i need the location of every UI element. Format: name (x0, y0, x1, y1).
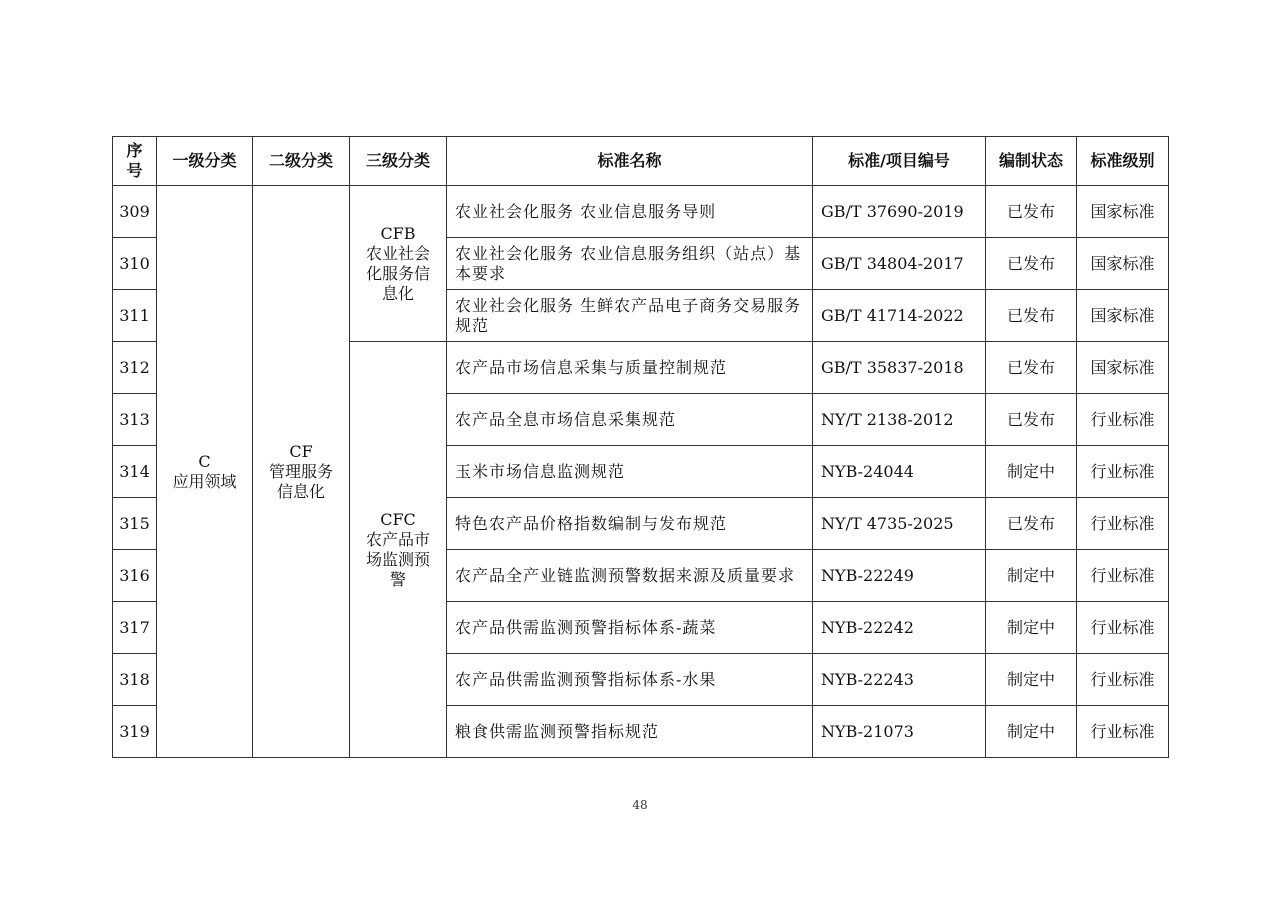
level3-category-cell-cfc (350, 342, 447, 758)
level3-category-code: CFC (380, 509, 416, 529)
level3-category-code: CFB (380, 223, 416, 243)
row-no: 312 (113, 342, 157, 394)
standard-code: NYB-22249 (813, 550, 986, 602)
level1-category-name: 应用领域 (172, 471, 237, 491)
header-name: 标准名称 (447, 137, 813, 186)
standards-table (112, 136, 1169, 758)
grade: 国家标准 (1077, 238, 1169, 290)
header-no: 序号 (113, 137, 157, 186)
row-no: 311 (113, 290, 157, 342)
status: 制定中 (986, 446, 1077, 498)
grade: 行业标准 (1077, 550, 1169, 602)
standard-code: NY/T 2138-2012 (813, 394, 986, 446)
standard-name: 农产品供需监测预警指标体系-蔬菜 (447, 602, 813, 654)
page-number: 48 (632, 798, 648, 812)
standard-code: NYB-21073 (813, 706, 986, 758)
status: 已发布 (986, 186, 1077, 238)
status: 已发布 (986, 238, 1077, 290)
row-no: 319 (113, 706, 157, 758)
header-status: 编制状态 (986, 137, 1077, 186)
standard-code: NYB-24044 (813, 446, 986, 498)
status: 制定中 (986, 550, 1077, 602)
row-no: 310 (113, 238, 157, 290)
status: 已发布 (986, 498, 1077, 550)
status: 制定中 (986, 654, 1077, 706)
status: 制定中 (986, 602, 1077, 654)
standard-code: GB/T 37690-2019 (813, 186, 986, 238)
header-level2: 二级分类 (253, 137, 350, 186)
row-no: 317 (113, 602, 157, 654)
level1-category-cell (157, 186, 253, 758)
standard-name: 粮食供需监测预警指标规范 (447, 706, 813, 758)
standard-code: GB/T 41714-2022 (813, 290, 986, 342)
row-no: 318 (113, 654, 157, 706)
grade: 国家标准 (1077, 290, 1169, 342)
row-no: 313 (113, 394, 157, 446)
standard-name: 农业社会化服务 农业信息服务导则 (447, 186, 813, 238)
header-level3: 三级分类 (350, 137, 447, 186)
header-grade: 标准级别 (1077, 137, 1169, 186)
status: 已发布 (986, 290, 1077, 342)
standard-name: 农业社会化服务 农业信息服务组织（站点）基本要求 (447, 238, 813, 290)
header-level1: 一级分类 (157, 137, 253, 186)
standard-name: 农产品供需监测预警指标体系-水果 (447, 654, 813, 706)
grade: 国家标准 (1077, 186, 1169, 238)
standard-name: 农产品市场信息采集与质量控制规范 (447, 342, 813, 394)
standard-code: GB/T 34804-2017 (813, 238, 986, 290)
row-no: 316 (113, 550, 157, 602)
level2-category-name: 管理服务信息化 (268, 461, 333, 501)
status: 已发布 (986, 342, 1077, 394)
header-code: 标准/项目编号 (813, 137, 986, 186)
grade: 行业标准 (1077, 394, 1169, 446)
status: 已发布 (986, 394, 1077, 446)
standard-name: 农产品全息市场信息采集规范 (447, 394, 813, 446)
standard-name: 特色农产品价格指数编制与发布规范 (447, 498, 813, 550)
grade: 行业标准 (1077, 446, 1169, 498)
grade: 国家标准 (1077, 342, 1169, 394)
row-no: 309 (113, 186, 157, 238)
standard-code: GB/T 35837-2018 (813, 342, 986, 394)
standard-name: 农产品全产业链监测预警数据来源及质量要求 (447, 550, 813, 602)
level3-category-cell-cfb (350, 186, 447, 342)
row-no: 314 (113, 446, 157, 498)
standard-name: 玉米市场信息监测规范 (447, 446, 813, 498)
level2-category-code: CF (289, 441, 313, 461)
grade: 行业标准 (1077, 654, 1169, 706)
level3-category-name: 农产品市场监测预警 (365, 529, 430, 589)
level3-category-name: 农业社会化服务信息化 (365, 243, 430, 303)
status: 制定中 (986, 706, 1077, 758)
standard-name: 农业社会化服务 生鲜农产品电子商务交易服务规范 (447, 290, 813, 342)
standard-code: NYB-22243 (813, 654, 986, 706)
grade: 行业标准 (1077, 602, 1169, 654)
row-no: 315 (113, 498, 157, 550)
table-row (113, 186, 1169, 238)
level1-category-code: C (198, 451, 211, 471)
table-header-row (113, 137, 1169, 186)
standard-code: NY/T 4735-2025 (813, 498, 986, 550)
level2-category-cell (253, 186, 350, 758)
standard-code: NYB-22242 (813, 602, 986, 654)
grade: 行业标准 (1077, 706, 1169, 758)
grade: 行业标准 (1077, 498, 1169, 550)
